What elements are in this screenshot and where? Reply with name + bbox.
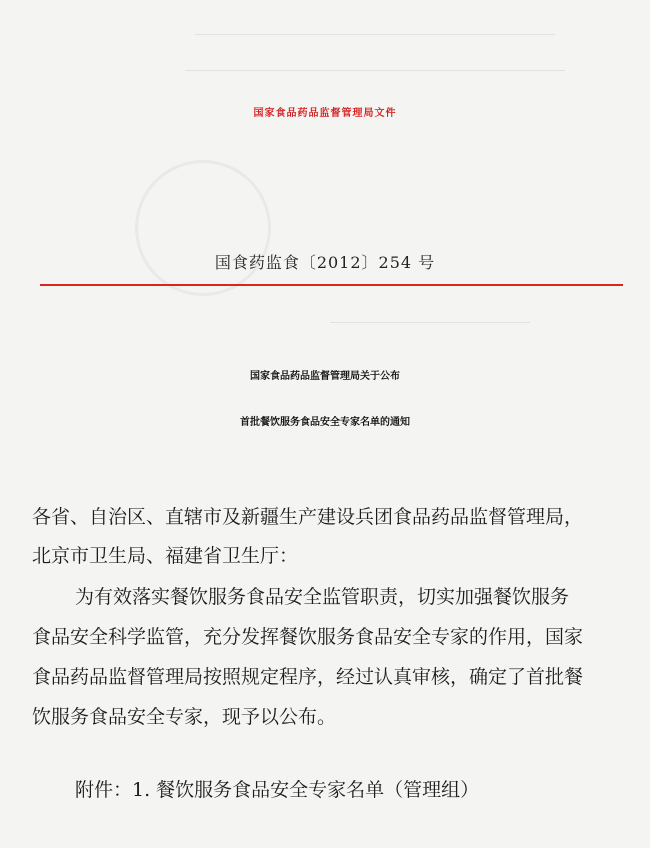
recipients-line-1: 各省、自治区、直辖市及新疆生产建设兵团食品药品监督管理局，	[32, 506, 584, 528]
red-divider-rule	[40, 284, 623, 286]
document-number: 国食药监食〔2012〕254 号	[214, 253, 436, 272]
recipients-line-2: 北京市卫生局、福建省卫生厅：	[32, 545, 299, 567]
notice-title-line-2: 首批餐饮服务食品安全专家名单的通知	[240, 417, 410, 428]
paragraph-line-4: 饮服务食品安全专家，现予以公布。	[32, 706, 337, 728]
show-through-line	[195, 34, 555, 35]
paragraph-line-2: 食品安全科学监管，充分发挥餐饮服务食品安全专家的作用，国家	[32, 626, 584, 648]
paragraph-line-3: 食品药品监督管理局按照规定程序，经过认真审核，确定了首批餐	[32, 666, 584, 688]
faded-seal-mark	[135, 160, 271, 296]
attachment-line: 附件：1. 餐饮服务食品安全专家名单（管理组）	[75, 779, 480, 801]
show-through-line	[185, 70, 565, 71]
notice-title-line-1: 国家食品药品监督管理局关于公布	[250, 371, 400, 382]
agency-document-title: 国家食品药品监督管理局文件	[253, 108, 397, 119]
paragraph-line-1: 为有效落实餐饮服务食品安全监管职责，切实加强餐饮服务	[75, 586, 570, 608]
show-through-line	[330, 322, 530, 323]
